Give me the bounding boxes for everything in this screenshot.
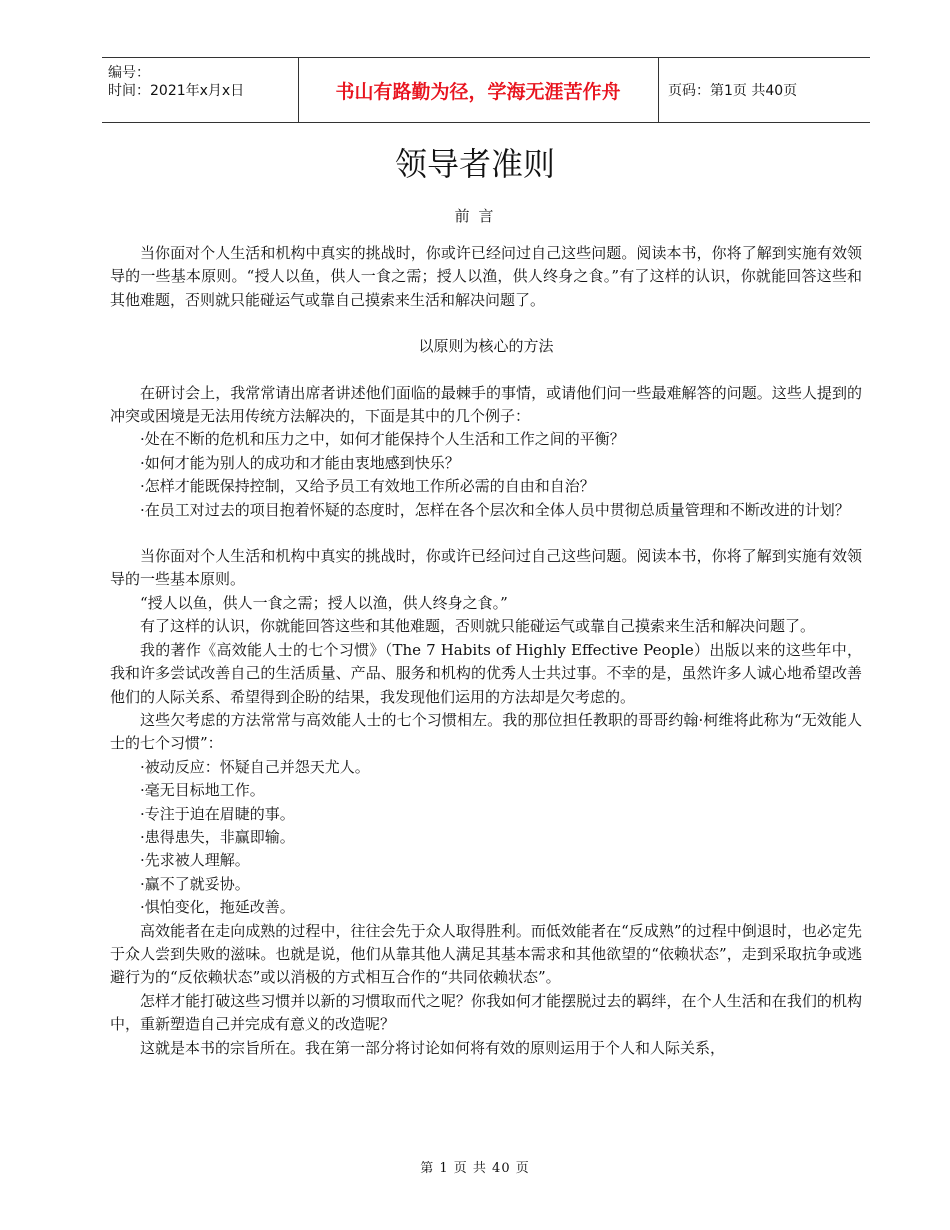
list-item: ·被动反应：怀疑自己并怨天尤人。 xyxy=(140,757,370,776)
body-paragraph: 有了这样的认识，你就能回答这些和其他难题，否则就只能碰运气或靠自己摸索来生活和解决问题了。 xyxy=(140,617,816,636)
list-item: ·怎样才能既保持控制，又给予员工有效地工作所必需的自由和自治？ xyxy=(140,477,595,496)
list-item: ·在员工对过去的项目抱着怀疑的态度时，怎样在各个层次和全体人员中贯彻总质量管理和不断改进的计划？ xyxy=(140,500,850,519)
habits-intro-paragraph: 这些欠考虑的方法常常与高效能人士的七个习惯相左。我的那位担任教职的哥哥约翰·柯维将此称为“无效能人士的七个习惯”： xyxy=(110,710,862,753)
body-paragraph: 这就是本书的宗旨所在。我在第一部分将讨论如何将有效的原则运用于个人和人际关系， xyxy=(140,1038,726,1057)
preface-heading: 前 言 xyxy=(454,207,496,225)
list-item: ·患得患失，非赢即输。 xyxy=(140,827,295,846)
list-item: ·惧怕变化，拖延改善。 xyxy=(140,898,295,917)
page-footer: 第 1 页 共 40 页 xyxy=(420,1161,530,1176)
header-divider xyxy=(298,58,299,122)
section-heading: 以原则为核心的方法 xyxy=(418,337,554,356)
list-item: ·如何才能为别人的成功和才能由衷地感到快乐？ xyxy=(140,453,460,472)
document-body xyxy=(110,230,862,1060)
list-item: ·处在不断的危机和压力之中，如何才能保持个人生活和工作之间的平衡？ xyxy=(140,430,625,449)
list-item: ·赢不了就妥协。 xyxy=(140,874,250,893)
page-header xyxy=(102,57,870,123)
list-item: ·专注于迫在眉睫的事。 xyxy=(140,804,295,823)
document-date: 时间：2021年x月x日 xyxy=(108,83,245,99)
preface-paragraph: 当你面对个人生活和机构中真实的挑战时，你或许已经问过自己这些问题。阅读本书，你将了解到实施有效领导的一些基本原则。“授人以鱼，供人一食之需；授人以渔，供人终身之食。”有了这样的认识，你就能回答这些和其他难题，否则就只能碰运气或靠自己摸索来生活和解决问题了。 xyxy=(110,244,862,309)
list-item: ·先求被人理解。 xyxy=(140,851,250,870)
body-paragraph: 当你面对个人生活和机构中真实的挑战时，你或许已经问过自己这些问题。阅读本书，你将了解到实施有效领导的一些基本原则。 xyxy=(110,547,862,589)
header-motto: 书山有路勤为径，学海无涯苦作舟 xyxy=(335,80,621,103)
book-paragraph: 我的著作《高效能人士的七个习惯》（The 7 Habits of Highly Effective People）出版以来的这些年中，我和许多尝试改善自己的生活质量、产品、服务和机构的优秀人士共过事。不幸的是，虽然许多人诚心地希望改善他们的人际关系、希望得到企盼的结果，我发现他们运用的方法却是欠考虑的。 xyxy=(110,640,862,706)
header-page-info: 页码：第1页 共40页 xyxy=(668,83,798,99)
body-paragraph: 怎样才能打破这些习惯并以新的习惯取而代之呢？你我如何才能摆脱过去的羁绊，在个人生活和在我们的机构中，重新塑造自己并完成有意义的改造呢？ xyxy=(110,991,862,1034)
document-number-label: 编号： xyxy=(108,65,150,81)
section-paragraph: 在研讨会上，我常常请出席者讲述他们面临的最棘手的事情，或请他们问一些最难解答的问题。这些人提到的冲突或困境是无法用传统方法解决的，下面是其中的几个例子： xyxy=(110,383,862,426)
header-meta xyxy=(108,58,298,128)
body-paragraph: 高效能者在走向成熟的过程中，往往会先于众人取得胜利。而低效能者在“反成熟”的过程中倒退时，也必定先于众人尝到失败的滋味。也就是说，他们从靠其他人满足其基本需求和其他欲望的“依赖状态”，走到采取抗争或逃避行为的“反依赖状态”或以消极的方式相互合作的“共同依赖状态”。 xyxy=(110,921,862,987)
document-title: 领导者准则 xyxy=(394,145,555,183)
header-divider xyxy=(658,58,659,122)
list-item: ·毫无目标地工作。 xyxy=(140,781,265,800)
quote-paragraph: “授人以鱼，供人一食之需；授人以渔，供人终身之食。” xyxy=(140,593,508,612)
